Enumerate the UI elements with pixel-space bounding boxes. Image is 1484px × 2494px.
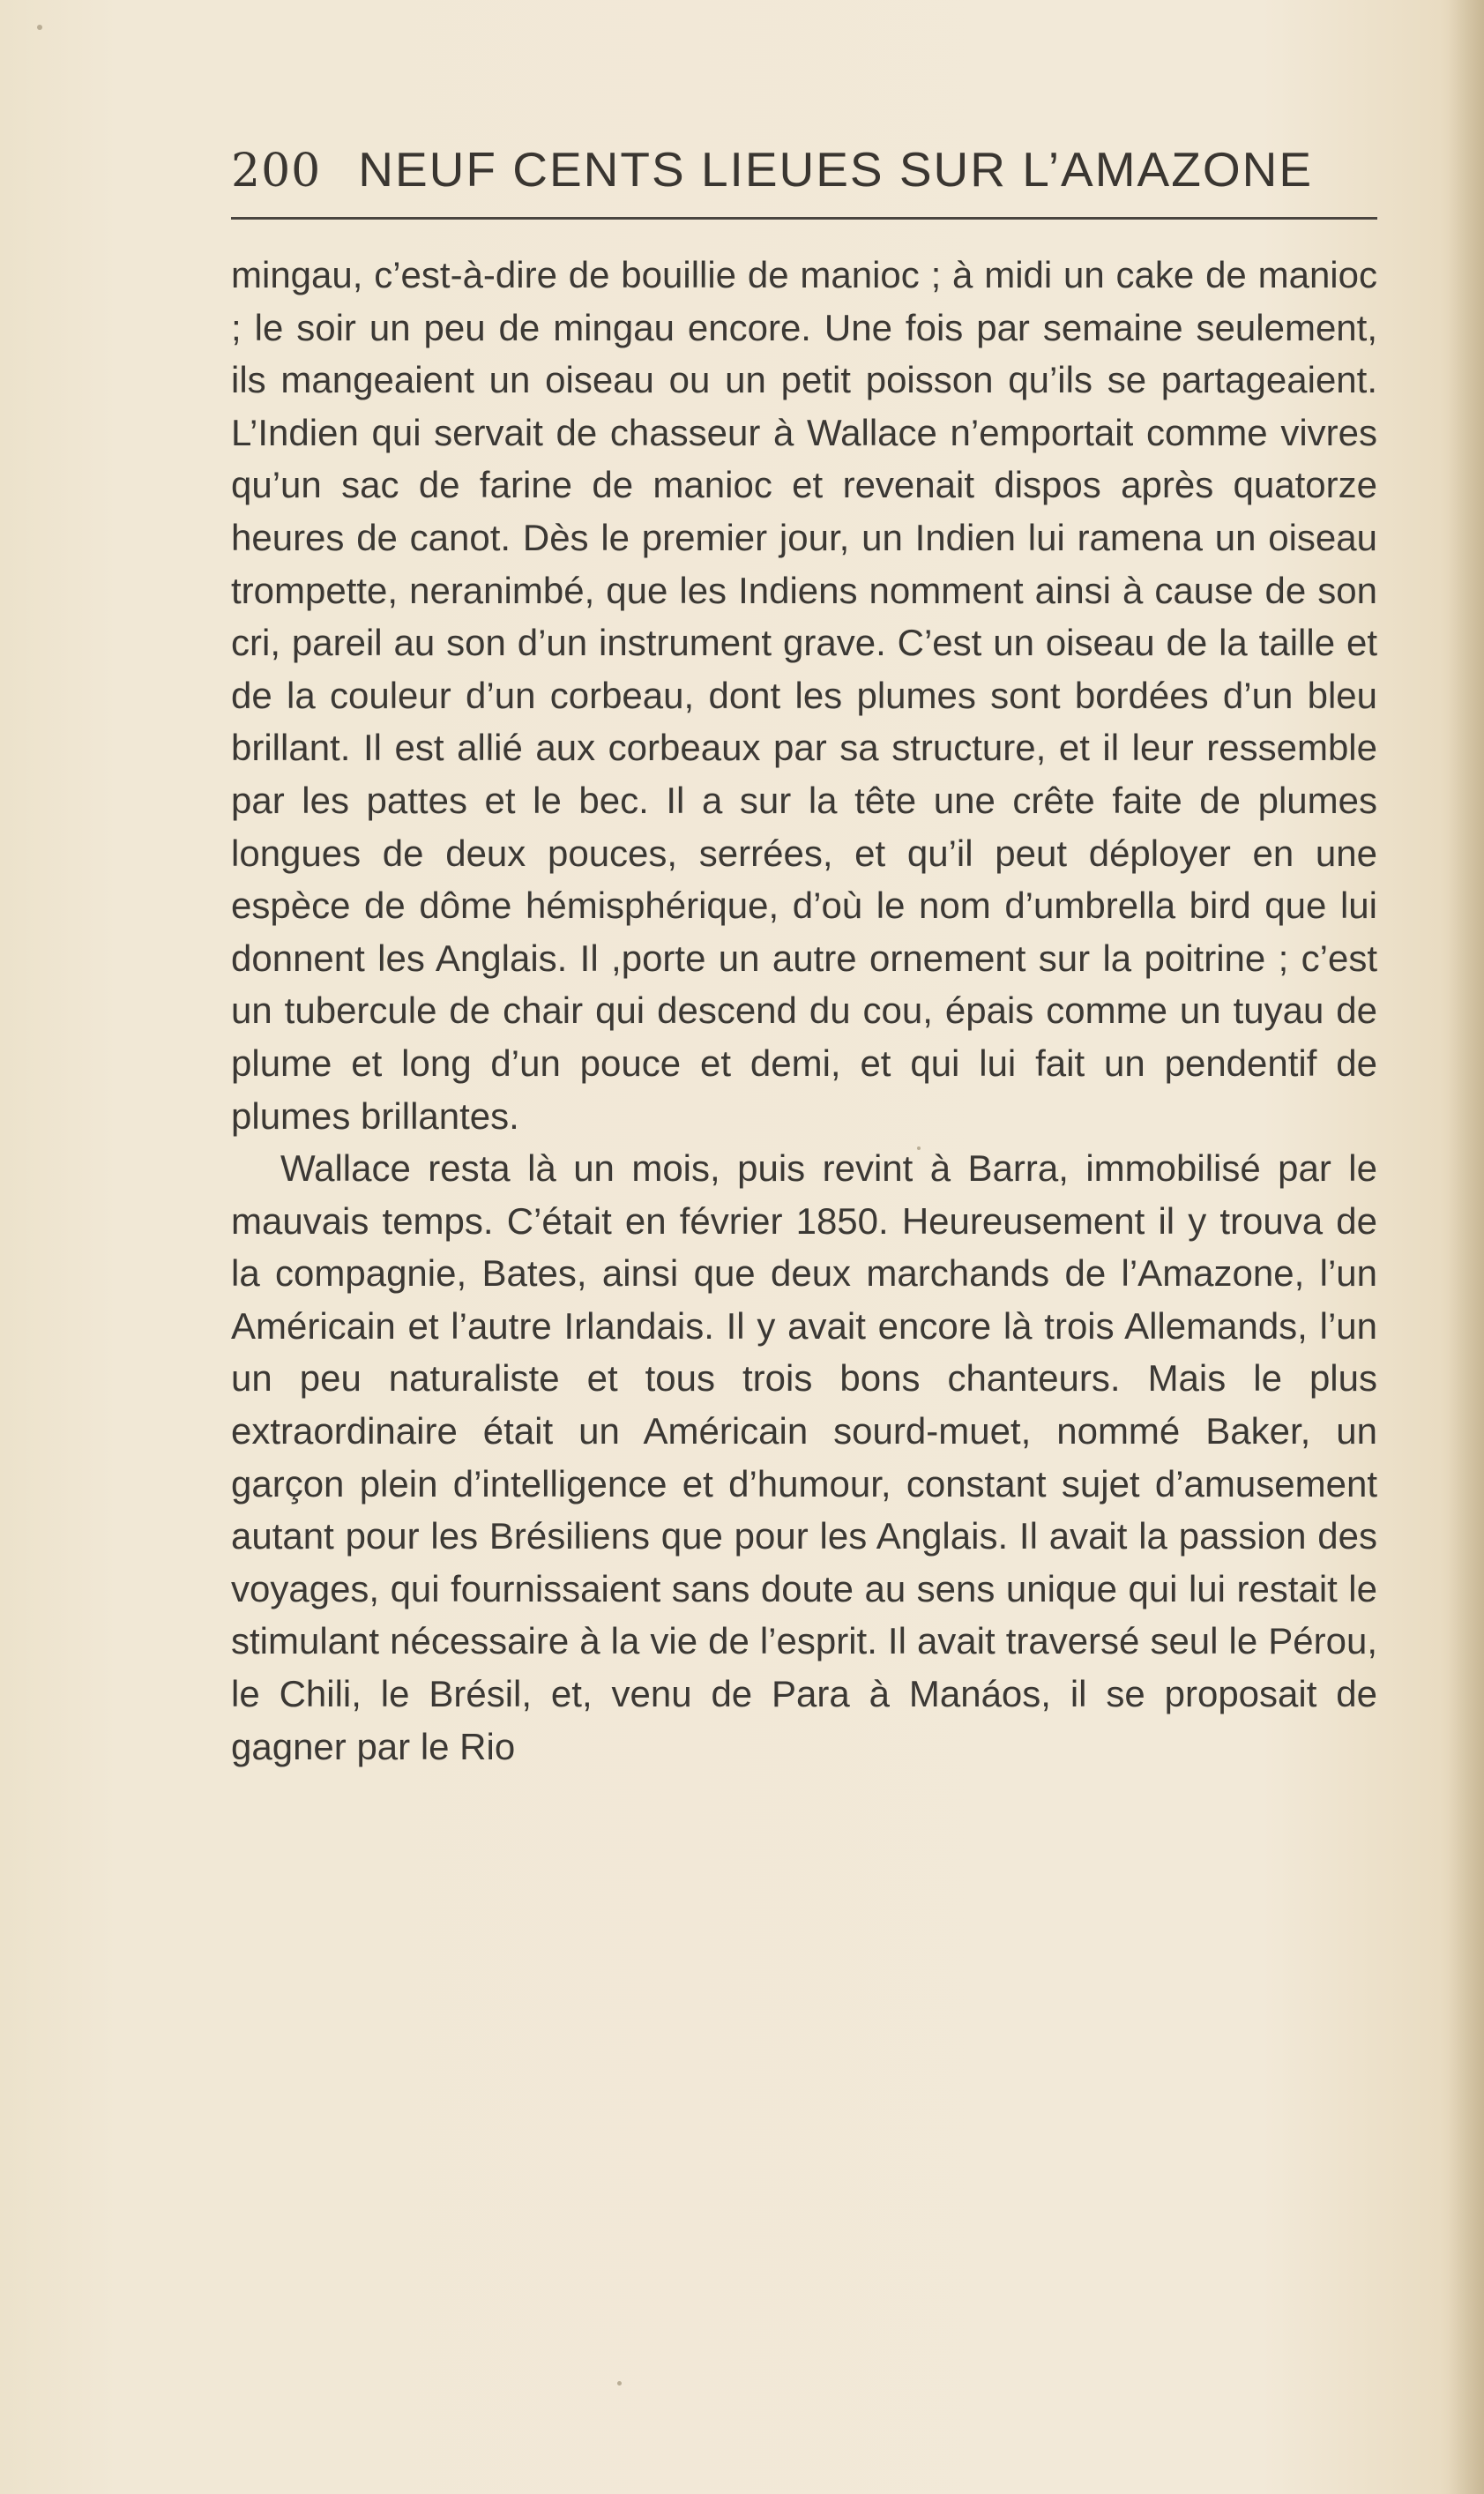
running-title: NEUF CENTS LIEUES SUR L’AMAZONE (358, 142, 1314, 197)
paragraph: mingau, c’est-à-dire de bouillie de manioc ; à midi un cake de manioc ; le soir un peu de mingau encore. Une fois par semaine seulement, ils mangeaient un oiseau ou un petit poisson qu’ils se partageaient. L’Indien qui servait de chasseur à Wallace n’emportait comme vivres qu’un sac de farine de manioc et revenait dispos après quatorze heures de canot. Dès le premier jour, un Indien lui ramena un oiseau trompette, neranimbé, que les Indiens nomment ainsi à cause de son cri, pareil au son d’un instrument grave. C’est un oiseau de la taille et de la couleur d’un corbeau, dont les plumes sont bordées d’un bleu brillant. Il est allié aux corbeaux par sa structure, et il leur ressemble par les pattes et le bec. Il a sur la tête une crête faite de plumes longues de deux pouces, serrées, et qu’il peut déployer en une espèce de dôme hémisphérique, d’où le nom d’umbrella bird que lui donnent les Anglais. Il ,porte un autre ornement sur la poitrine ; c’est un tubercule de chair qui descend du cou, épais comme un tuyau de plume et long d’un pouce et demi, et qui lui fait un pendentif de plumes brillantes. (231, 254, 1377, 1137)
page-header (231, 141, 1377, 212)
body-text (231, 249, 1377, 1773)
page-edge-shadow (1449, 0, 1484, 2494)
paper-speck (37, 25, 42, 30)
paragraph: Wallace resta là un mois, puis revint à Barra, immobilisé par le mauvais temps. C’était en février 1850. Heureusement il y trouva de la compagnie, Bates, ainsi que deux marchands de l’Amazone, l’un Américain et l’autre Irlandais. Il y avait encore là trois Allemands, l’un un peu naturaliste et tous trois bons chanteurs. Mais le plus extraordinaire était un Américain sourd-muet, nommé Baker, un garçon plein d’intelligence et d’humour, constant sujet d’amusement autant pour les Brésiliens que pour les Anglais. Il avait la passion des voyages, qui fournissaient sans doute au sens unique qui lui restait le stimulant nécessaire à la vie de l’esprit. Il avait traversé seul le Pérou, le Chili, le Brésil, et, venu de Para à Manáos, il se proposait de gagner par le Rio (231, 1147, 1377, 1767)
page-number: 200 (231, 145, 322, 198)
paper-speck (617, 2381, 622, 2386)
header-rule (231, 217, 1377, 220)
